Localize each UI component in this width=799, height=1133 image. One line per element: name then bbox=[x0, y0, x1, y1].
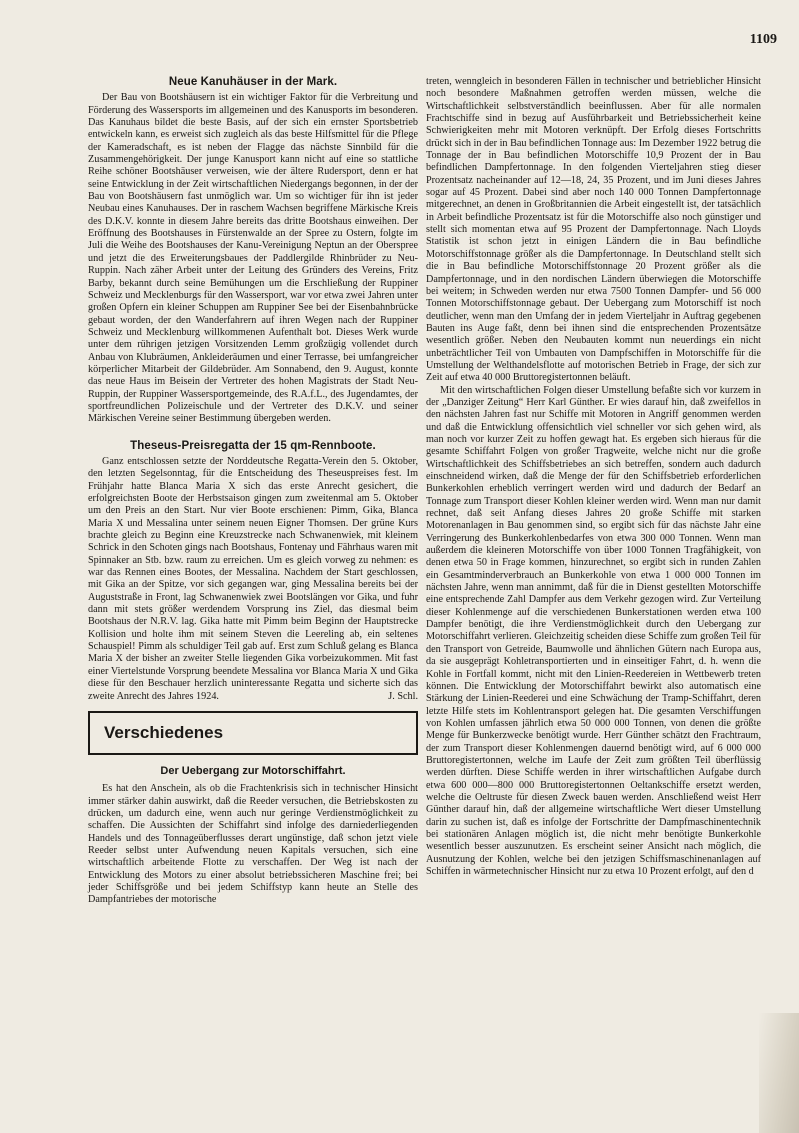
page-fold-shadow bbox=[759, 1013, 799, 1133]
article-title-theseus-regatta: Theseus-Preisregatta der 15 qm-Rennboote. bbox=[130, 439, 376, 452]
article-paragraph-text: Ganz entschlossen setzte der Norddeutsche Regatta-Verein den 5. Oktober, den letzten Segelsonntag, für die Entscheidung des Theseuspreises fest. Im Frühjahr hatte Blanca Maria X sich das erste Anrecht gesichert, die erfolgreichsten Boote der Herbstsaison gingen zum zweitenmal am 5. Oktober um den Preis an den Start. Nur vier Boote erschienen: Pimm, Gika, Blanca Maria X und Messalina unter seinem neuen Eigner Thomsen. Der grüne Kurs brachte gleich zu Beginn eine Kreuzstrecke nach Schwanenwiek, mit kleinem Schrick in den Schoten gings nach Bootshaus, Fontenay und Fährhaus waren mit Spinnaker an Stb. bzw. raum zu erreichen. Um es gleich vorweg zu nehmen: es war das Rennen eines Bootes, der Messalina. Nachdem der Start geschlossen, mit Gika an der Spitze, vor sich gegangen war, ging Messalina bereits bei der Auguststraße in Front, lag Schwanenwiek zwei Bootslängen vor Gika, und fuhr dann mit stets größer werdendem Vorsprung ins Ziel, das diesmal beim Bootshaus der N.R.V. lag. Gika hatte mit Pimm beim Beginn der Hauptstrecke Kollision und holte ihm mit seinem Steven die Leereling ab, ein seltenes Schauspiel! Pimm als schuldiger Teil gab auf. Erst zum Schluß gelang es Blanca Maria X der bisher an zweiter Stelle liegenden Gika vorbeizukommen. Mit fast einer Viertelstunde Vorsprung beendete Messalina vor Blanca Maria X und Gika diese für den Beschauer herzlich uninteressante Regatta und sicherte sich das zweite Anrecht des Jahres 1924. bbox=[88, 455, 418, 702]
author-signature: J. Schl. bbox=[388, 690, 418, 702]
section-heading: Verschiedenes bbox=[104, 722, 224, 742]
article-paragraph: Mit den wirtschaftlichen Folgen dieser Umstellung befaßte sich vor kurzem in der „Danziger Zeitung“ Herr Karl Günther. Er wies darauf hin, daß zweifellos in den nächsten Jahren fast nur Schiffe mit Motoren in Angriff genommen werden und daß die Entwicklung offensichtlich viel schneller vor sich gehen wird, als man noch vor kurzer Zeit zu hoffen gewagt hat. Es ergeben sich hieraus für die gesamte Schiffahrt Folgen von großer Tragweite, welche nicht nur die große Wirtschaftlichkeit des Schiffsbetriebes an sich betreffen, sondern auch dadurch einschneidend wirken, daß die Menge der für den Schiffsbetrieb erforderlichen Bunkerkohlen erheblich verringert werden wird und dadurch der Bedarf an Tonnage zum Transport dieser Kohlen kleiner werden wird. Wenn man nur damit rechnet, daß seit Anfang dieses Jahres 20 große Schiffe mit starken Motorenanlagen in Bau genommen sind, so ergibt sich für das nächste Jahr eine Verringerung des Bunkerkohlenbedarfes von etwa 300 000 Tonnen. Wenn man außerdem die kleineren Motorschiffe von über 1000 Tonnen Tragfähigkeit, von denen etwa 50 in Frage kommen, hinzurechnet, so ergibt sich in runden Zahlen ein Gesamtminderverbrauch an Bunkerkohle von etwa 1 000 000 Tonnen im nächsten Jahre, wenn man annimmt, daß für die in Dienst gestellten Motorschiffe eine entsprechende Zahl Dampfer aus dem Verkehr gezogen wird. Zur Verteilung dieser Kohlenmenge auf die verschiedenen Bunkerstationen werden etwa 100 Dampfer benötigt, die ihre Verdienstmöglichkeit durch den Uebergang zur Motorschiffahrt verlieren. Gleichzeitig scheiden diese Schiffe zum großen Teil für den Transport von Getreide, Baumwolle und ähnlichen Gütern nach Europa aus, da sie ausgeprägt Kohletransportierten und in einseitiger Fahrt, d. h. wenn die Kohle in Fortfall kommt, nicht mit den Linien-Reedereien in Wettbewerb treten können. Die Entwicklung der Motorschiffahrt bewirkt also automatisch eine Stärkung der Linien-Reederei und eine Schwächung der Tramp-Schiffahrt, deren letzte Hilfe stets im Kohlentransport gelegen hat. Die gesamten Verschiffungen von Kohlen umfassen jährlich etwa 50 000 000 Tonnen, von denen die größte Menge für Bunkerzwecke benötigt wurde. Herr Günther schätzt den Frachtraum, der zum Transport dieser Kohlenmengen dauernd benötigt wird, auf 6 000 000 Bruttoregistertonnen, welche im Laufe der Zeit zum größten Teil überflüssig werden dürften. Diese Schiffe werden in ihrer wirtschaftlichen Aufgabe durch etwa 600 000—800 000 Bruttoregistertonnen Oeltankschiffe ersetzt werden, welche die Oeltruste für diesen Zweck bauen werden. Anschließend weist Herr Günther darauf hin, daß der allgemeine wirtschaftliche Wert dieser Umstellung darin zu suchen ist, daß es infolge der Fortschritte der Dampfmaschinentechnik bei stationären Anlagen möglich ist, die nicht mehr benötigte Bunkerkohle wesentlich besser auszunutzen. Es erscheint seiner Ansicht nach möglich, die Ausnutzung der Kohlen, welche bei den jetzigen Schiffsmaschinenanlagen auf Schiffen in wärmetechnischer Hinsicht nur zu etwa 10 Prozent erfolgt, auf den d bbox=[426, 384, 761, 877]
section-heading-box bbox=[88, 711, 418, 755]
left-column bbox=[88, 76, 418, 907]
article-paragraph: Es hat den Anschein, als ob die Frachtenkrisis sich in technischer Hinsicht immer stärker dahin auswirkt, daß die Reeder versuchen, die Betriebskosten zu drücken, um dadurch eine, wenn auch nur geringe Verdienstmöglichkeit zu schaffen. Die Aussichten der Schiffahrt sind infolge des darniederliegenden Handels und des Tonnageüberflusses derart ungünstige, daß schon jetzt viele Reeder selbst unter Aufwendung neuen Kapitals versuchen, sich eine wirtschaftlich arbeitende Flotte zu verschaffen. Der Weg ist nach der Entwicklung des Motors zu einer absolut betriebssicheren Maschine frei; bei jeder Schiffsgröße und bei jedem Schiffstyp kann heute an Stelle des Dampfantriebes der motorische bbox=[88, 783, 418, 906]
article-title-motorschiffahrt: Der Uebergang zur Motorschiffahrt. bbox=[160, 764, 346, 777]
article-paragraph-continued: treten, wenngleich in besonderen Fällen in technischer und betrieblicher Hinsicht noch besondere Maßnahmen getroffen werden müssen, welche die Wirtschaftlichkeit selbstverständlich beeinflussen. Aber für alle normalen Frachtschiffe sind in bezug auf Ausführbarkeit und Betriebssicherheit keine Schwierigkeiten mehr mit Motoren verknüpft. Der Erfolg dieses Fortschritts drückt sich in der in Bau befindlichen Tonnage aus: Im Dezember 1922 betrug die Tonnage der in Bau befindlichen Motorschiffe 10,9 Prozent der in Bau befindlichen Dampfertonnage. In den folgenden Vierteljahren stieg dieser Prozentsatz nacheinander auf 12—18, 24, 35 Prozent, und im Juni dieses Jahres sogar auf 45 Prozent. Dabei sind aber noch 140 000 Tonnen Dampfertonnage mitgerechnet, an denen in Großbritannien die Arbeit eingestellt ist, der tatsächlich in Arbeit befindliche Prozentsatz ist für die Motorschiffe also noch günstiger und stellt sich momentan etwa auf 95 Prozent der Dampfertonnage. Nach Lloyds Statistik ist schon jetzt in einigen Ländern die in Bau befindliche Motorschiffstonnage größer als die Dampfertonnage. In Deutschland stellt sich die in Bau befindliche Motorschiffstonnage 20 Prozent größer als die Dampfertonnage, und in den nordischen Ländern überwiegen die Motorschiffe bei weitem; in Schweden werden nur etwa 7500 Tonnen Dampfer- und 56 000 Tonnen Motorschiffstonnage gebaut. Der Uebergang zum Motorschiff ist noch deutlicher, wenn man den Umfang der in jedem Vierteljahr in Auftrag gegebenen Bauten ins Auge faßt, denn bei ihnen sind die entsprechenden Prozentsätze wesentlich größer. Neben den Neubauten kommt nun neuerdings ein nicht unbeträchtlicher Teil von Umbauten von Dampfschiffen in Motorschiffe für die Umstellung der Welthandelsflotte auf motorischen Betrieb in Frage, der sich zur Zeit auf etwa 40 000 Bruttoregistertonnen beläuft. bbox=[426, 76, 761, 384]
article-paragraph bbox=[88, 456, 418, 703]
right-column bbox=[426, 76, 761, 878]
article-spacer bbox=[88, 426, 418, 440]
page-number: 1109 bbox=[749, 32, 777, 47]
article-title-kanuhaeuser: Neue Kanuhäuser in der Mark. bbox=[168, 76, 338, 88]
article-paragraph: Der Bau von Bootshäusern ist ein wichtiger Faktor für die Verbreitung und Förderung des Wassersports im allgemeinen und des Kanusports im besonderen. Das Kanuhaus bildet die beste Basis, auf der sich ein ernster Sportsbetrieb entwickeln kann, es erweist sich zugleich als das beste Hilfsmittel für die Pflege der Kameradschaft, es ist neben der Flagge das nächste Sinnbild für die Zusammengehörigkeit. Der junge Kanusport kann nicht auf eine so stattliche Reihe schöner Bootshäuser verweisen, wie der ältere Rudersport, denn er hat seine Entwicklung in der Zeit wirtschaftlichen Niedergangs begonnen, in der der Bau von Bootshäusern fast unmöglich war. Um so wichtiger für ihn ist jeder Neubau eines Kanuhauses. Der in raschem Wachsen begriffene Märkische Kreis des D.K.V. konnte in diesem Jahre bereits das dritte Bootshaus einweihen. Der Eröffnung des Bootshauses in Fürstenwalde an der Spree zu Ostern, folgte im Juli die Weihe des Bootshauses der Kanu-Vereinigung Neptun an der Oberspree und jetzt die des Erweiterungsbaues der Paddlergilde Rhinbrüder zu Neu-Ruppin. Nach zäher Arbeit unter der Leitung des Gründers des Vereins, Fritz Barby, bekannt durch seine Bemühungen um die Erschließung der Ruppiner Schweiz und Mecklenburgs für den Wassersport, war vor etwa zwei Jahren unter großen Opfern ein kleiner Schuppen am Ruppiner See bei der Eisenbahnbrücke gebaut worden, der den Wanderfahrern auf ihren Wegen nach der Ruppiner Schweiz und Mecklenburg willkommenen Aufenthalt bot. Dieses Werk wurde unter dem rührigen jetzigen Vorsitzenden Lemm großzügig vollendet durch Anbau von Klubräumen, Ankleideräumen und einer Terrasse, bei umfangreicher körperlicher Mitarbeit der Gildebrüder. Am Sonnabend, den 9. August, konnte das neue Haus im Beisein der Vertreter des hohen Magistrats der Stadt Neu-Ruppin, der Ruppiner Wassersportgemeinde, des R.A.f.L., des Jugendamtes, der sportfreundlichen Polizeischule und der Vertreter des D.K.V. und seiner Märkischen Vereine seiner Bestimmung übergeben werden. bbox=[88, 92, 418, 425]
